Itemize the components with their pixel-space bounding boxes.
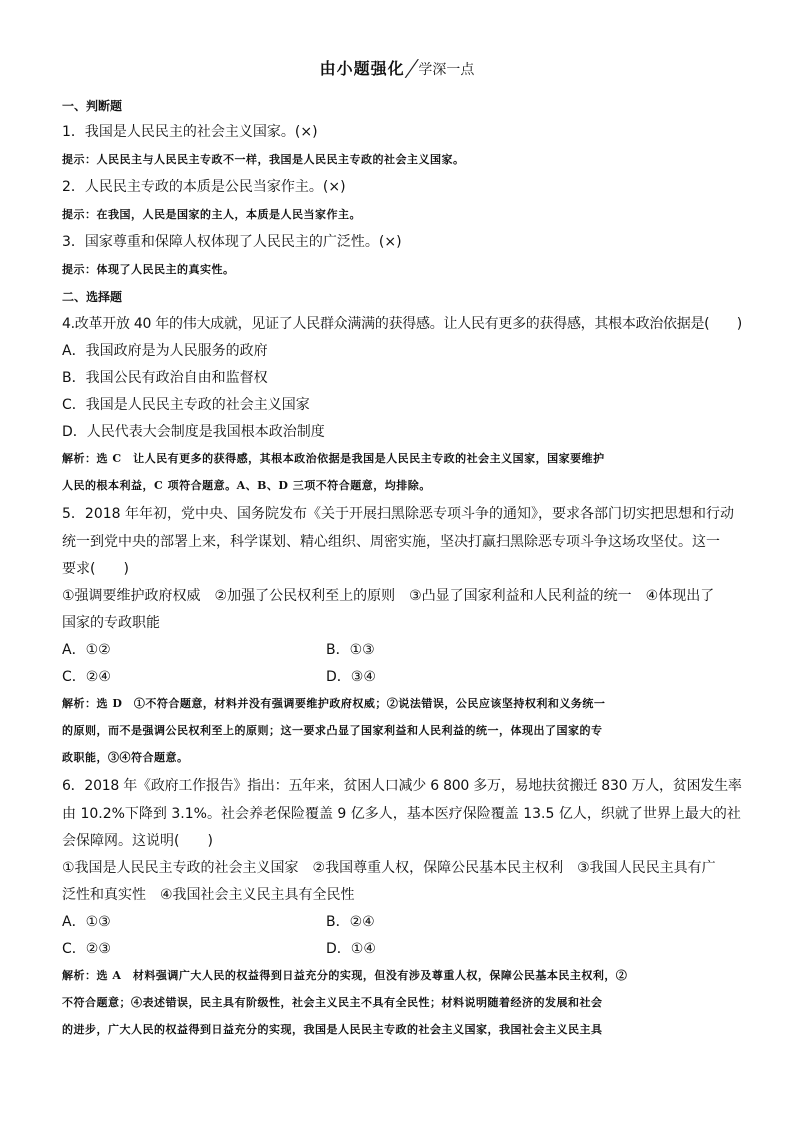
- judge-tip-3: 提示：体现了人民民主的真实性。: [62, 263, 235, 276]
- q5-stem-line-2: 统一到党中央的部署上来，科学谋划、精心组织、周密实施，坚决打赢扫黑除恶专项斗争这场攻坚仗。这一: [62, 534, 720, 550]
- q5-option-b: B．①③: [326, 642, 375, 658]
- q5-statements-line-2: 国家的专政职能: [62, 615, 160, 631]
- q6-option-b: B．②④: [326, 914, 375, 930]
- q4-option-c: C．我国是人民民主专政的社会主义国家: [62, 397, 310, 413]
- q4-option-b: B．我国公民有政治自由和监督权: [62, 370, 268, 386]
- q5-explanation-line-1: 解析：选 D ①不符合题意，材料并没有强调要维护政府权威；②说法错误，公民应该坚持权利和义务统一: [62, 697, 606, 710]
- q5-explanation-line-2: 的原则，而不是强调公民权利至上的原则；这一要求凸显了国家利益和人民利益的统一，体现出了国家的专: [62, 724, 603, 737]
- section-title-judge: 一、判断题: [62, 99, 123, 113]
- q5-options-row-1: [62, 639, 742, 659]
- q6-options-row-2: [62, 938, 742, 958]
- q6-statements-line-1: ①我国是人民民主专政的社会主义国家 ②我国尊重人权，保障公民基本民主权利 ③我国人民民主具有广: [62, 860, 716, 876]
- q6-option-a: A．①③: [62, 914, 111, 930]
- judge-question-2: 2．人民民主专政的本质是公民当家作主。(×): [62, 179, 346, 195]
- q6-option-c: C．②③: [62, 941, 111, 957]
- q5-stem-line-3: 要求( ): [62, 561, 129, 577]
- q4-explanation-line-1: 解析：选 C 让人民有更多的获得感，其根本政治依据是我国是人民民主专政的社会主义国家，国家要维护: [62, 452, 605, 465]
- q5-explanation-line-3: 政职能，③④符合题意。: [62, 751, 189, 764]
- q5-option-c: C．②④: [62, 669, 111, 685]
- q6-statements-line-2: 泛性和真实性 ④我国社会主义民主具有全民性: [62, 887, 355, 903]
- banner-sub: 学深一点: [418, 62, 475, 78]
- banner-slash: ╱: [405, 59, 419, 78]
- q6-stem-line-3: 会保障网。这说明( ): [62, 833, 213, 849]
- q6-options-row-1: [62, 911, 742, 931]
- q6-stem-line-2: 由 10.2%下降到 3.1%。社会养老保险覆盖 9 亿多人，基本医疗保险覆盖 13.5 亿人，织就了世界上最大的社: [62, 806, 741, 822]
- judge-question-1: 1．我国是人民民主的社会主义国家。(×): [62, 124, 318, 140]
- q4-option-d: D．人民代表大会制度是我国根本政治制度: [62, 424, 325, 440]
- q5-option-a: A．①②: [62, 642, 111, 658]
- banner-main: 由小题强化: [319, 59, 405, 78]
- section-title-choice: 二、选择题: [62, 290, 123, 304]
- page-banner: [0, 56, 794, 79]
- q5-option-d: D．③④: [326, 669, 376, 685]
- q4-explanation-line-2: 人民的根本利益，C 项符合题意。A、B、D 三项不符合题意，均排除。: [62, 479, 431, 492]
- q6-explanation-line-3: 的进步，广大人民的权益得到日益充分的实现，我国是人民民主专政的社会主义国家，我国社会主义民主具: [62, 1023, 603, 1036]
- q6-option-d: D．①④: [326, 941, 376, 957]
- q6-stem-line-1: 6．2018 年《政府工作报告》指出：五年来，贫困人口减少 6 800 多万，易地扶贫搬迁 830 万人，贫困发生率: [62, 778, 742, 794]
- q6-explanation-line-2: 不符合题意；④表述错误，民主具有阶级性，社会主义民主不具有全民性；材料说明随着经济的发展和社会: [62, 996, 603, 1009]
- q4-stem: 4.改革开放 40 年的伟大成就，见证了人民群众满满的获得感。让人民有更多的获得感，其根本政治依据是( ): [62, 316, 742, 332]
- q5-options-row-2: [62, 666, 742, 686]
- judge-tip-1: 提示：人民民主与人民民主专政不一样，我国是人民民主专政的社会主义国家。: [62, 153, 465, 166]
- q4-option-a: A．我国政府是为人民服务的政府: [62, 343, 268, 359]
- q5-statements-line-1: ①强调要维护政府权威 ②加强了公民权利至上的原则 ③凸显了国家利益和人民利益的统一 ④体现出了: [62, 588, 715, 604]
- q5-stem-line-1: 5．2018 年年初，党中央、国务院发布《关于开展扫黑除恶专项斗争的通知》，要求各部门切实把思想和行动: [62, 506, 734, 522]
- judge-question-3: 3．国家尊重和保障人权体现了人民民主的广泛性。(×): [62, 234, 402, 250]
- judge-tip-2: 提示：在我国，人民是国家的主人，本质是人民当家作主。: [62, 208, 361, 221]
- q6-explanation-line-1: 解析：选 A 材料强调广大人民的权益得到日益充分的实现，但没有涉及尊重人权，保障公民基本民主权利，②: [62, 969, 628, 982]
